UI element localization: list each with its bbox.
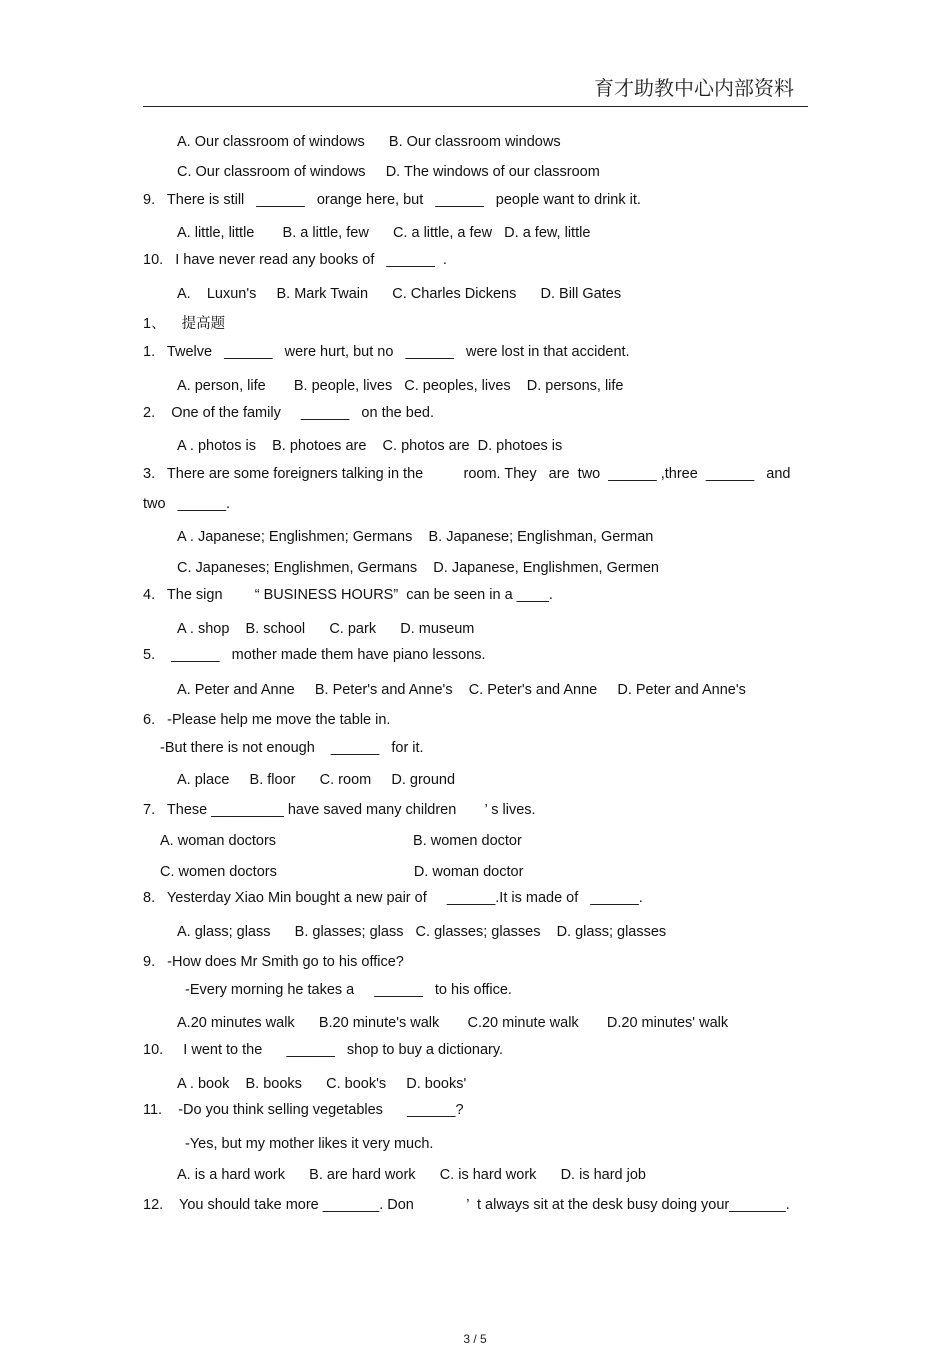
text-line: A. is a hard work B. are hard work C. is hard work D. is hard job: [177, 1167, 646, 1183]
text-line: A. Our classroom of windows B. Our classroom windows: [177, 134, 561, 150]
text-line: 10. I went to the ______ shop to buy a dictionary.: [143, 1042, 504, 1058]
text-line: 6. -Please help me move the table in.: [143, 712, 391, 728]
text-line: A. little, little B. a little, few C. a little, a few D. a few, little: [177, 225, 591, 241]
text-line: 1、 提高题: [143, 316, 226, 332]
text-line: A. Luxun's B. Mark Twain C. Charles Dickens D. Bill Gates: [177, 286, 622, 302]
text-line: A . shop B. school C. park D. museum: [177, 621, 475, 637]
text-line: C. Japaneses; Englishmen, Germans D. Japanese, Englishmen, Germen: [177, 560, 659, 576]
page-header: [143, 70, 808, 107]
text-line: 12. You should take more _______. Don ’ t always sit at the desk busy doing your_______.: [143, 1197, 790, 1213]
text-line: A . Japanese; Englishmen; Germans B. Japanese; Englishman, German: [177, 529, 654, 545]
text-line: 8. Yesterday Xiao Min bought a new pair of ______.It is made of ______.: [143, 890, 643, 906]
text-line: 5. ______ mother made them have piano lessons.: [143, 647, 486, 663]
text-line: C. Our classroom of windows D. The windows of our classroom: [177, 164, 600, 180]
text-line: 9. There is still ______ orange here, but ______ people want to drink it.: [143, 192, 641, 208]
text-line: 1. Twelve ______ were hurt, but no ______ were lost in that accident.: [143, 344, 630, 360]
text-line: A. glass; glass B. glasses; glass C. glasses; glasses D. glass; glasses: [177, 924, 667, 940]
text-line: 11. -Do you think selling vegetables ______?: [143, 1102, 464, 1118]
text-line: A. person, life B. people, lives C. peoples, lives D. persons, life: [177, 378, 624, 394]
text-line: A. woman doctors B. women doctor: [160, 833, 522, 849]
text-line: A . photos is B. photoes are C. photos are D. photoes is: [177, 438, 563, 454]
text-line: two ______.: [143, 496, 231, 512]
page-number: 3 / 5: [463, 1332, 487, 1346]
text-line: -But there is not enough ______ for it.: [160, 740, 424, 756]
text-line: 3. There are some foreigners talking in the room. They are two ______ ,three ______ and: [143, 466, 791, 482]
text-line: 2. One of the family ______ on the bed.: [143, 405, 434, 421]
text-line: 4. The sign “ BUSINESS HOURS” can be seen in a ____.: [143, 587, 553, 603]
header-title: 育才助教中心内部资料: [594, 76, 794, 100]
text-line: A . book B. books C. book's D. books': [177, 1076, 467, 1092]
text-line: 7. These _________ have saved many children ’ s lives.: [143, 802, 536, 818]
text-line: -Every morning he takes a ______ to his office.: [185, 982, 512, 998]
text-line: C. women doctors D. woman doctor: [160, 864, 524, 880]
text-line: 9. -How does Mr Smith go to his office?: [143, 954, 404, 970]
text-line: A.20 minutes walk B.20 minute's walk C.20 minute walk D.20 minutes' walk: [177, 1015, 729, 1031]
text-line: -Yes, but my mother likes it very much.: [185, 1136, 434, 1152]
text-line: A. place B. floor C. room D. ground: [177, 772, 456, 788]
text-line: A. Peter and Anne B. Peter's and Anne's C. Peter's and Anne D. Peter and Anne's: [177, 682, 746, 698]
text-line: 10. I have never read any books of ______ .: [143, 252, 447, 268]
